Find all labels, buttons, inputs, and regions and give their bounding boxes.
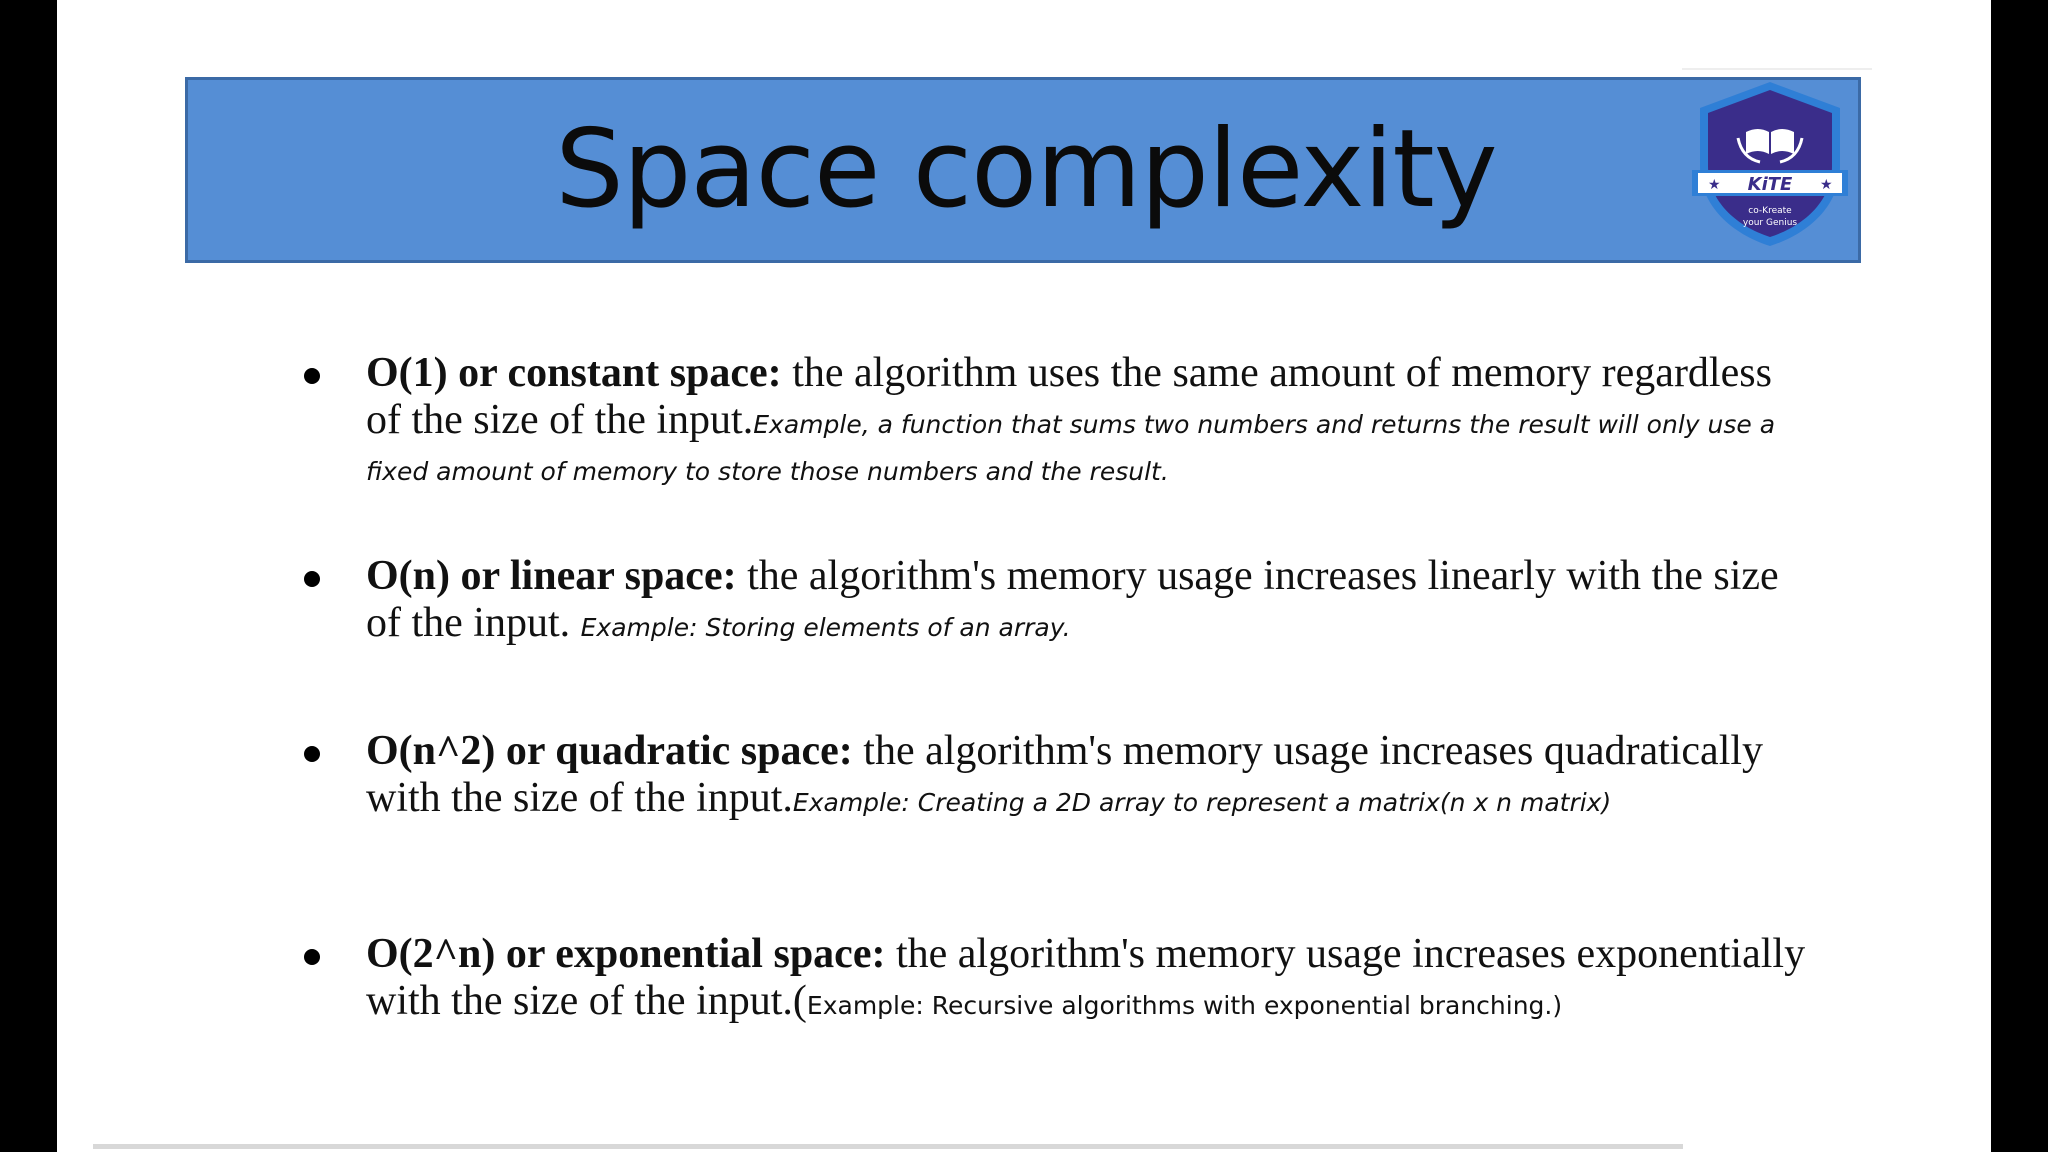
item-example: Example: Creating a 2D array to represent a matrix(n x n matrix) <box>792 788 1612 817</box>
slide <box>57 0 1991 1152</box>
logo-star-right-icon: ★ <box>1820 177 1833 193</box>
logo-tagline-1: co-Kreate <box>1748 206 1792 216</box>
bullet-icon <box>304 571 320 587</box>
list-item <box>366 553 1816 647</box>
item-heading: O(n) or linear space: <box>366 553 737 599</box>
item-text: the algorithm's memory usage increases quadratically with the size of the input. <box>366 728 1764 821</box>
item-example: Example: Recursive algorithms with exponential branching.) <box>806 991 1563 1020</box>
item-heading: O(1) or constant space: <box>366 350 782 396</box>
item-example: Example: Storing elements of an array. <box>580 613 1071 642</box>
item-text: the algorithm's memory usage increases linearly with the size of the input. <box>366 553 1779 646</box>
logo-tagline-2: your Genius <box>1742 218 1798 228</box>
list-item <box>366 728 1816 822</box>
item-heading: O(n^2) or quadratic space: <box>366 728 853 774</box>
item-text: the algorithm uses the same amount of memory regardless of the size of the input. <box>366 350 1772 443</box>
logo-star-left-icon: ★ <box>1708 177 1721 193</box>
item-heading: O(2^n) or exponential space: <box>366 931 886 977</box>
bullet-icon <box>304 368 320 384</box>
bullet-list <box>57 0 1991 1152</box>
item-text: the algorithm's memory usage increases exponentially with the size of the input.( <box>366 931 1806 1024</box>
slide-title: Space complexity <box>555 107 1497 232</box>
list-item <box>366 350 1816 491</box>
logo-brand: KiTE <box>1747 174 1793 195</box>
item-example: Example, a function that sums two numbers and returns the result will only use a fixed amount of memory to store those numbers and the result. <box>366 410 1776 486</box>
bullet-icon <box>304 746 320 762</box>
list-item <box>366 931 1816 1025</box>
bullet-icon <box>304 949 320 965</box>
bottom-divider <box>93 1144 1683 1149</box>
